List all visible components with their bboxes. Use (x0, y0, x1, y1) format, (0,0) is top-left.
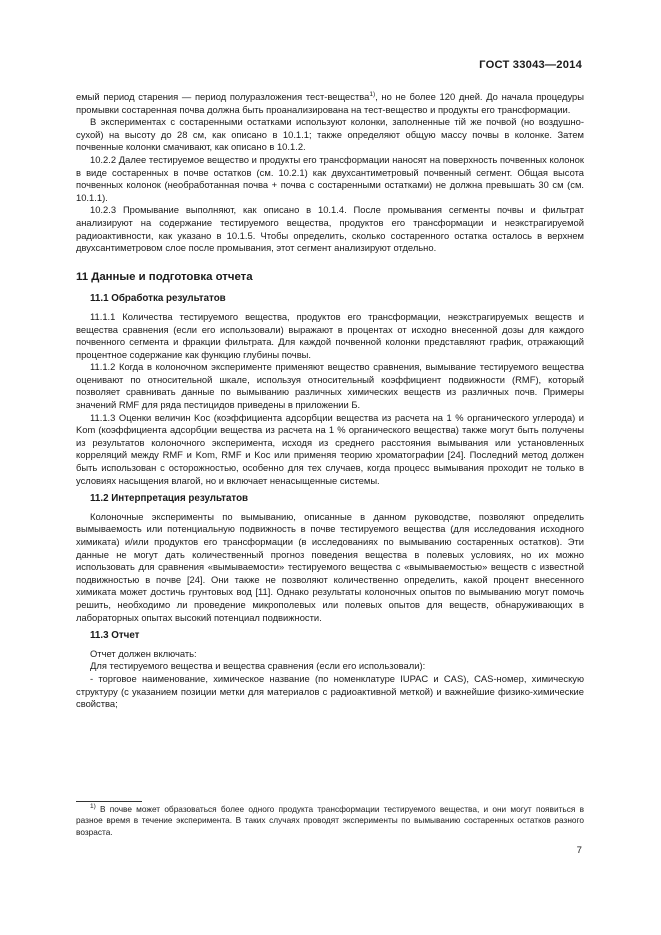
list-item-trade-name: - торговое наименование, химическое название (по номенклатуре IUPAC и CAS), CAS-номер, химическую структуру (с указанием позиции метки для материалов с радиоактивной меткой) и важнейшие физико-химические свойства; (76, 672, 584, 710)
document-body (76, 91, 584, 711)
paragraph-11-1-1: 11.1.1 Количества тестируемого вещества, продуктов его трансформации, неэкстрагируемых веществ и вещества сравнения (если его использовали) выражают в процентах от исходно внесенной дозы для каждого почвенного сегмента и фракции фильтрата. Для каждой почвенной колонки представляют график, отражающий процентное содержание как функцию глубины почвы. (76, 310, 584, 360)
footnote (76, 804, 584, 838)
subsection-11-1-title: 11.1 Обработка результатов (90, 293, 226, 305)
footnote-ref: 1) (369, 90, 376, 98)
paragraph-continuation (76, 91, 584, 116)
footnote-divider (76, 801, 142, 802)
footnote-text (76, 804, 584, 838)
subsection-11-2-title: 11.2 Интерпретация результатов (90, 493, 249, 505)
paragraph-11-1-2: 11.1.2 Когда в колоночном эксперименте применяют вещество сравнения, вымывание тестируемого вещества оценивают по относительной шкале, используя относительный коэффициент подвижности (RMF), который позволяет сравнивать данные по вымыванию различных химических веществ из различных почв. Примеры значений RMF для ряда пестицидов приведены в приложении Б. (76, 361, 584, 411)
paragraph-10-2-1-cont: В экспериментах с состаренными остатками используют колонки, заполненные тій же почвой (но воздушно-сухой) на высоту до 28 см, как описано в 10.1.1; также определяют общую массу почвы в колонке. Затем почвенные колонки смачивают, как описано в 10.1.2. (76, 116, 584, 153)
subsection-11-3-title: 11.3 Отчет (90, 630, 140, 642)
paragraph-11-3-substances: Для тестируемого вещества и вещества сравнения (если его использовали): (90, 660, 426, 672)
paragraph-10-2-3: 10.2.3 Промывание выполняют, как описано в 10.1.4. После промывания сегменты почвы и фильтрат анализируют на содержание тестируемого вещества, продуктов его трансформации и неэкстрагируемой радиоактивности, как указано в 10.1.5. Чтобы определить, сколько состаренного остатка осталось в верхнем двухсантиметровом слое после промывания, этот сегмент анализируют отдельно. (76, 204, 584, 254)
paragraph-10-2-2: 10.2.2 Далее тестируемое вещество и продукты его трансформации наносят на поверхность почвенных колонок в виде состаренных в почве остатков (см. 10.2.1) как двухсантиметровый почвенный сегмент. Общая высота почвенных колонок (необработанная почва + почва с состаренными остатками) не должна превышать 30 см (см. 10.1.1). (76, 153, 584, 203)
section-11-title: 11 Данные и подготовка отчета (76, 270, 253, 283)
paragraph-text: , но не более 120 дней. До начала процедуры промывки состаренная почва должна быть проанализирована на тест-вещество и продукты его трансформации. (76, 91, 584, 115)
page-number: 7 (576, 845, 582, 856)
footnote-body: В почве может образоваться более одного продукта трансформации тестируемого вещества, и они могут появиться в разное время в течение эксперимента. В таких случаях проводят эксперименты по вымыванию состаренных остатков разного возраста. (76, 804, 584, 837)
footnote-mark: 1) (90, 803, 96, 811)
paragraph-11-2: Колоночные эксперименты по вымыванию, описанные в данном руководстве, позволяют определить вымываемость или потенциальную подвижность в почве тестируемого вещества (для исследования исходного химиката) и/или продуктов его трансформации (в исследованиях по вымыванию состаренных остатков). Эти данные не могут дать количественный прогноз поведения вещества в полевых условиях, но их можно использовать для сравнения «вымываемости» тестируемого вещества с «вымываемостью» веществ с известной подвижностью в почве [24]. Они также не позволяют количественно определить, какой процент внесенного химиката может достичь грунтовых вод [11]. Однако результаты колоночных опытов по вымыванию могут помочь решить, необходимо ли проведение микрополевых или полевых опытов для веществ, обнаруживающих в лабораторных опытах высокий потенциал подвижности. (76, 510, 584, 623)
standard-header: ГОСТ 33043—2014 (479, 59, 582, 71)
paragraph-11-3-intro: Отчет должен включать: (90, 647, 197, 659)
paragraph-11-1-3: 11.1.3 Оценки величин Koc (коэффициента адсорбции вещества из расчета на 1 % органического углерода) и Kom (коэффициента адсорбции вещества из расчета на 1 % органического вещества) также могут быть получены из результатов колоночного эксперимента, исходя из среднего расстояния вымывания или установленных корреляций между RMF и Kom, RMF и Koc или применяя теорию хроматографии [24]. Последний метод должен быть использован с осторожностью, особенно для тех случаев, когда процесс вымывания проходит не только в условиях насыщения влагой, но и включает ненасыщенные системы. (76, 411, 584, 486)
paragraph-text: емый период старения — период полуразложения тест-вещества (76, 91, 370, 102)
